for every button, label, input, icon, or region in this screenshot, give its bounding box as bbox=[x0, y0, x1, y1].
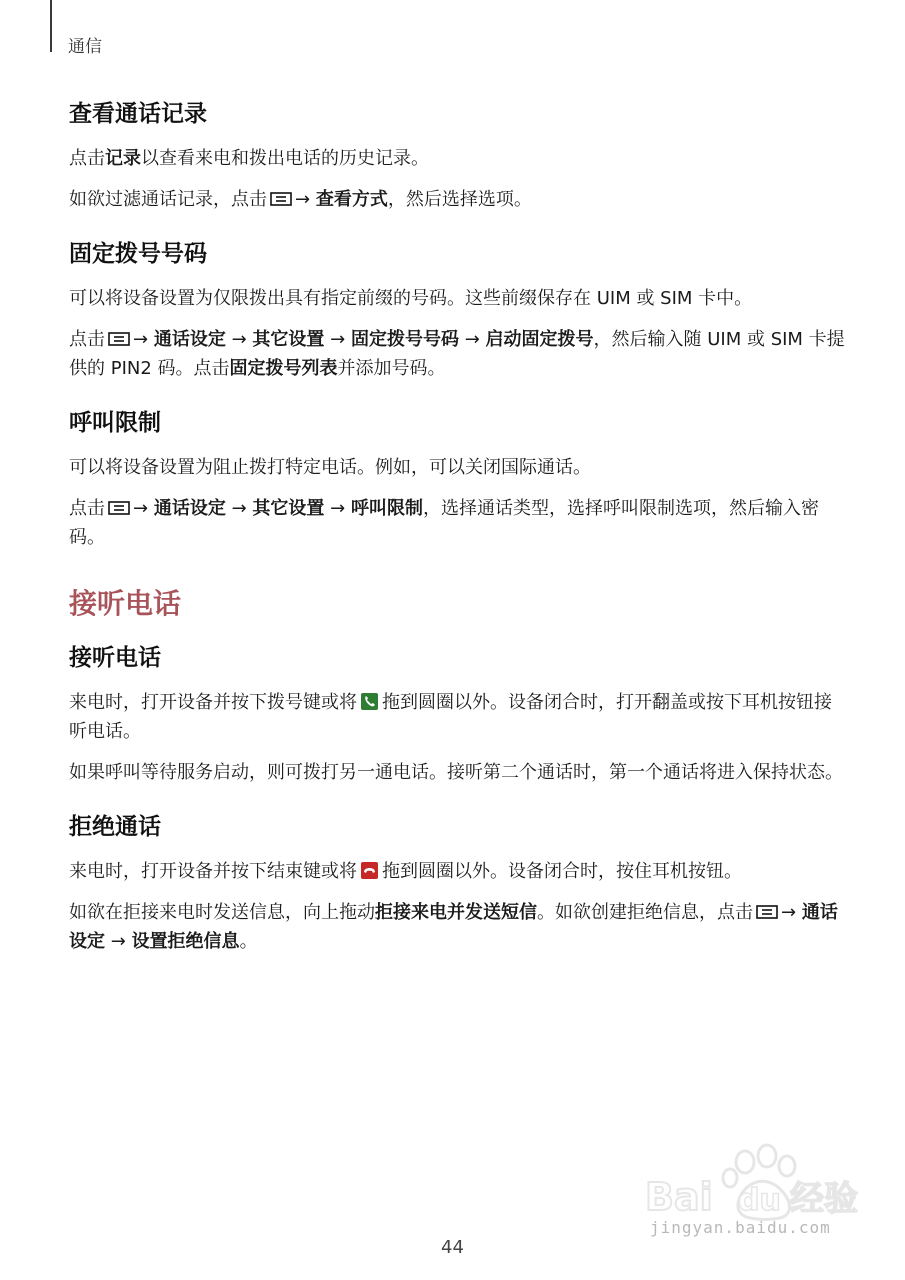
section-fixed-dialing bbox=[69, 240, 849, 383]
answer-calls-major-heading: 接听电话 bbox=[69, 586, 182, 620]
page-number: 44 bbox=[441, 1237, 464, 1258]
section-reject-call bbox=[69, 813, 849, 956]
menu-key-icon bbox=[108, 501, 130, 515]
menu-key-icon bbox=[270, 192, 292, 206]
call-barring-paragraph-1: 可以将设备设置为阻止拨打特定电话。例如，可以关闭国际通话。 bbox=[69, 456, 591, 478]
section-call-barring bbox=[69, 409, 849, 552]
call-barring-paragraph-2: 点击 → 通话设定 → 其它设置 → 呼叫限制，选择通话类型，选择呼叫限制选项，然后输入密码。 bbox=[69, 497, 819, 548]
menu-key-icon bbox=[756, 905, 778, 919]
call-barring-heading: 呼叫限制 bbox=[69, 409, 161, 436]
svg-text:Bai: Bai bbox=[645, 1175, 713, 1219]
svg-text:经验: 经验 bbox=[790, 1179, 858, 1219]
answer-call-paragraph-2: 如果呼叫等待服务启动，则可拨打另一通电话。接听第二个通话时，第一个通话将进入保持状态。 bbox=[69, 761, 843, 783]
fixed-dialing-paragraph-1: 可以将设备设置为仅限拨出具有指定前缀的号码。这些前缀保存在 UIM 或 SIM 卡中。 bbox=[69, 287, 753, 309]
call-log-heading: 查看通话记录 bbox=[69, 101, 207, 127]
call-log-paragraph-2: 如欲过滤通话记录，点击 → 查看方式，然后选择选项。 bbox=[69, 188, 532, 210]
svg-text:du: du bbox=[738, 1183, 781, 1218]
menu-key-icon bbox=[108, 332, 130, 346]
call-log-paragraph-1: 点击记录以查看来电和拨出电话的历史记录。 bbox=[69, 147, 429, 169]
answer-call-heading: 接听电话 bbox=[69, 645, 161, 672]
reject-call-paragraph-2: 如欲在拒接来电时发送信息，向上拖动拒接来电并发送短信。如欲创建拒绝信息，点击 → 通话设定 → 设置拒绝信息。 bbox=[69, 901, 838, 952]
red-phone-icon bbox=[361, 859, 378, 876]
fixed-dialing-paragraph-2: 点击 → 通话设定 → 其它设置 → 固定拨号号码 → 启动固定拨号，然后输入随 UIM 或 SIM 卡提供的 PIN2 码。点击固定拨号列表并添加号码。 bbox=[69, 328, 845, 379]
reject-call-paragraph-1: 来电时，打开设备并按下结束键或将 拖到圆圈以外。设备闭合时，按住耳机按钮。 bbox=[69, 860, 742, 882]
fixed-dialing-heading: 固定拨号号码 bbox=[69, 240, 207, 267]
answer-call-paragraph-1: 来电时，打开设备并按下拨号键或将 拖到圆圈以外。设备闭合时，打开翻盖或按下耳机按钮接听电话。 bbox=[69, 691, 832, 742]
margin-rule bbox=[50, 0, 52, 52]
section-answer-call bbox=[69, 644, 849, 787]
watermark-site-text: jingyan.baidu.com bbox=[650, 1218, 831, 1237]
page-content bbox=[69, 100, 849, 982]
section-call-log bbox=[69, 100, 849, 214]
reject-call-heading: 拒绝通话 bbox=[69, 813, 161, 840]
running-head: 通信 bbox=[68, 37, 102, 57]
green-phone-icon bbox=[361, 690, 378, 707]
